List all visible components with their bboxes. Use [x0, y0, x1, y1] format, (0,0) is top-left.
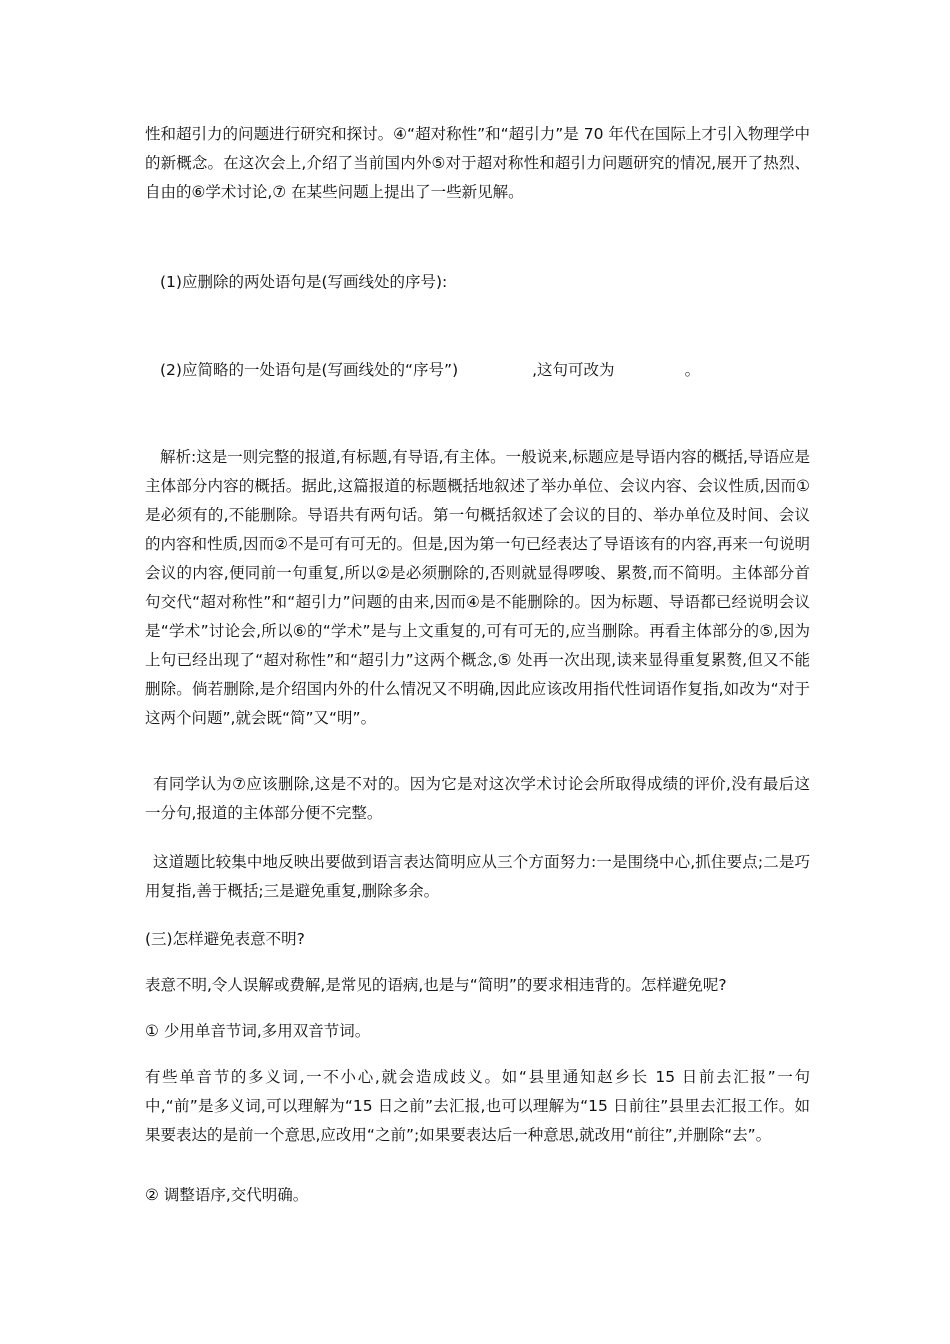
- paragraph-example: 有些单音节的多义词,一不小心,就会造成歧义。如“县里通知赵乡长 15 日前去汇报”一句中,“前”是多义词,可以理解为“15 日之前”去汇报,也可以理解为“15 日前往”县里去汇报工作。如果要表达的是前一个意思,应改用“之前”;如果要表达后一种意思,就改用“前往”,并删除“去”。: [145, 1068, 810, 1144]
- section-heading: (三)怎样避免表意不明?: [145, 930, 305, 948]
- question-2: [160, 356, 810, 385]
- list-item-2: ② 调整语序,交代明确。: [145, 1186, 309, 1204]
- paragraph-analysis: 解析:这是一则完整的报道,有标题,有导语,有主体。一般说来,标题应是导语内容的概括,导语应是主体部分内容的概括。据此,这篇报道的标题概括地叙述了举办单位、会议内容、会议性质,因而①是必须有的,不能删除。导语共有两句话。第一句概括叙述了会议的目的、举办单位及时间、会议的内容和性质,因而②不是可有可无的。但是,因为第一句已经表达了导语该有的内容,再来一句说明会议的内容,便同前一句重复,所以②是必须删除的,否则就显得啰唆、累赘,而不简明。主体部分首句交代“超对称性”和“超引力”问题的由来,因而④是不能删除的。因为标题、导语都已经说明会议是“学术”讨论会,所以⑥的“学术”是与上文重复的,可有可无的,应当删除。再看主体部分的⑤,因为上句已经出现了“超对称性”和“超引力”这两个概念,⑤ 处再一次出现,读来显得重复累赘,但又不能删除。倘若删除,是介绍国内外的什么情况又不明确,因此应该改用指代性词语作复指,如改为“对于这两个问题”,就会既“简”又“明”。: [145, 448, 810, 727]
- list-item-1: ① 少用单音节词,多用双音节词。: [145, 1022, 371, 1040]
- paragraph-intro: 表意不明,令人误解或费解,是常见的语病,也是与“简明”的要求相违背的。怎样避免呢?: [145, 976, 727, 994]
- paragraph-report-body: 性和超引力的问题进行研究和探讨。④“超对称性”和“超引力”是 70 年代在国际上才引入物理学中的新概念。在这次会上,介绍了当前国内外⑤对于超对称性和超引力问题研究的情况,展开了热烈、自由的⑥学术讨论,⑦ 在某些问题上提出了一些新见解。: [145, 125, 810, 201]
- question-2-end: 。: [684, 361, 701, 379]
- question-2-text-2: ,这句可改为: [532, 361, 615, 379]
- question-1: (1)应删除的两处语句是(写画线处的序号):: [160, 273, 448, 291]
- paragraph-point-7: 有同学认为⑦应该删除,这是不对的。因为它是对这次学术讨论会所取得成绩的评价,没有最后这一分句,报道的主体部分便不完整。: [145, 775, 810, 822]
- paragraph-summary: 这道题比较集中地反映出要做到语言表达简明应从三个方面努力:一是围绕中心,抓住要点;二是巧用复指,善于概括;三是避免重复,删除多余。: [145, 853, 810, 900]
- question-2-text: (2)应简略的一处语句是(写画线处的“序号”): [160, 361, 459, 379]
